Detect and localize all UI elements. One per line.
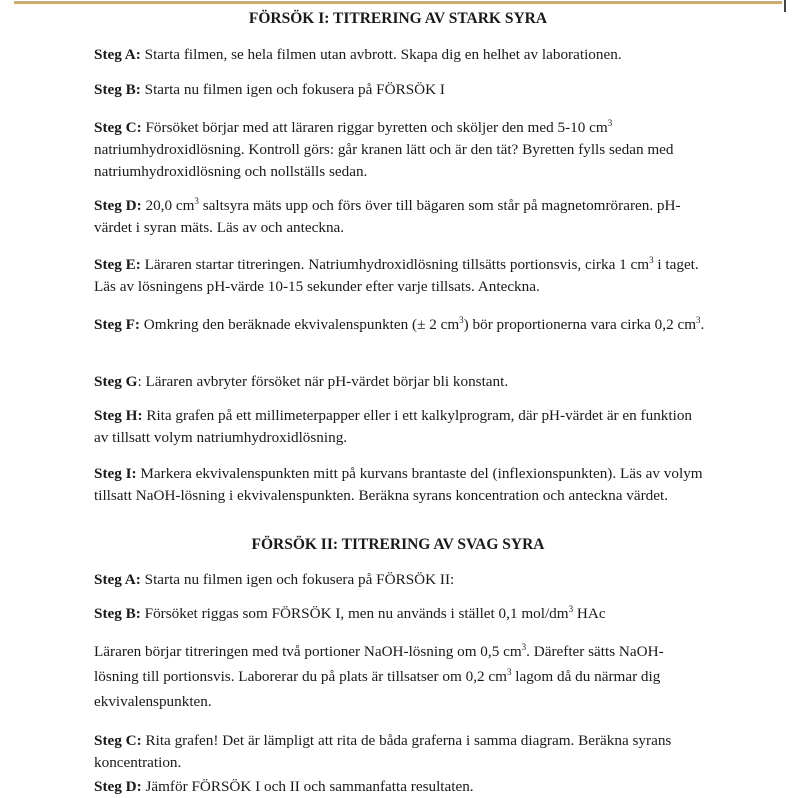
section-title-1: FÖRSÖK I: TITRERING AV STARK SYRA bbox=[248, 10, 548, 27]
step-label: Steg G bbox=[94, 373, 138, 390]
step-label: Steg C: bbox=[94, 732, 142, 749]
note-text: lagom då du närmar dig ekvivalenspunkten. bbox=[94, 668, 661, 710]
step-label: Steg A: bbox=[94, 571, 141, 588]
step-1a bbox=[94, 44, 706, 66]
step-label: Steg C: bbox=[94, 119, 142, 136]
step-text: Försöket börjar med att läraren riggar byretten och sköljer den med 5-10 cm bbox=[141, 119, 608, 136]
superscript: 3 bbox=[607, 118, 613, 128]
step-1c bbox=[94, 117, 706, 183]
step-text: HAc bbox=[573, 605, 606, 622]
step-2b bbox=[94, 603, 706, 625]
step-text: Markera ekvivalenspunkten mitt på kurvans brantaste del (inflexionspunkten). Läs av volym tillsatt NaOH-lösning i ekvivalenspunkten. Beräkna syrans koncentration och anteckna värdet. bbox=[94, 465, 703, 504]
step-text: natriumhydroxidlösning. Kontroll görs: går kranen lätt och är den tät? Byretten fylls sedan med natriumhydroxidlösning och nollställs sedan. bbox=[94, 141, 674, 180]
step-text: ) bör proportionerna vara cirka 0,2 cm bbox=[463, 316, 697, 333]
step-1g bbox=[94, 371, 706, 393]
step-text: i taget. Läs av lösningens pH-värde 10-15 sekunder efter varje tillsats. Anteckna. bbox=[94, 256, 699, 295]
step-text: 20,0 cm bbox=[141, 197, 195, 214]
step-label: Steg D: bbox=[94, 197, 142, 214]
superscript: 3 bbox=[696, 315, 701, 325]
step-label: Steg F: bbox=[94, 316, 140, 333]
step-text: Läraren startar titreringen. Natriumhydroxidlösning tillsätts portionsvis, cirka 1 cm bbox=[140, 256, 650, 273]
superscript: 3 bbox=[506, 667, 512, 677]
step-text: Rita grafen! Det är lämpligt att rita de båda graferna i samma diagram. Beräkna syrans koncentration. bbox=[94, 732, 672, 771]
step-text: Starta filmen, se hela filmen utan avbrott. Skapa dig en helhet av laborationen. bbox=[140, 46, 622, 63]
step-1h bbox=[94, 405, 706, 449]
section-title-2: FÖRSÖK II: TITRERING AV SVAG SYRA bbox=[251, 536, 545, 553]
step-label: Steg B: bbox=[94, 605, 141, 622]
note-text: Läraren börjar titreringen med två portioner NaOH-lösning om 0,5 cm bbox=[94, 643, 522, 660]
step-label: Steg A: bbox=[94, 46, 141, 63]
step-1e bbox=[94, 254, 706, 298]
superscript: 3 bbox=[521, 642, 527, 652]
step-1b bbox=[94, 79, 706, 101]
step-1i bbox=[94, 463, 706, 507]
step-2a bbox=[94, 569, 706, 591]
step-1f bbox=[94, 314, 706, 336]
step-2d bbox=[94, 776, 706, 798]
header-rule bbox=[14, 1, 782, 4]
step-text: : Läraren avbryter försöket när pH-värdet börjar bli konstant. bbox=[137, 373, 509, 390]
step-label: Steg B: bbox=[94, 81, 141, 98]
note-text: . Därefter sätts NaOH-lösning till portionsvis. Laborerar du på plats är tillsatser om 0,2 cm bbox=[94, 643, 664, 685]
step-text: saltsyra mäts upp och förs över till bägaren som står på magnetomröraren. pH-värdet i syran mäts. Läs av och anteckna. bbox=[94, 197, 681, 236]
superscript: 3 bbox=[649, 255, 654, 265]
step-label: Steg E: bbox=[94, 256, 141, 273]
superscript: 3 bbox=[459, 315, 464, 325]
step-text: . bbox=[700, 316, 705, 333]
superscript: 3 bbox=[568, 604, 574, 614]
step-2c bbox=[94, 730, 706, 774]
step-text: Omkring den beräknade ekvivalenspunkten (± 2 cm bbox=[139, 316, 460, 333]
step-text: Försöket riggas som FÖRSÖK I, men nu används i stället 0,1 mol/dm bbox=[140, 605, 569, 622]
step-text: Starta nu filmen igen och fokusera på FÖRSÖK I bbox=[140, 81, 445, 98]
note-paragraph bbox=[94, 639, 706, 714]
superscript: 3 bbox=[194, 196, 199, 206]
step-label: Steg D: bbox=[94, 778, 142, 795]
step-text: Starta nu filmen igen och fokusera på FÖRSÖK II: bbox=[140, 571, 455, 588]
step-text: Rita grafen på ett millimeterpapper eller i ett kalkylprogram, där pH-värdet är en funktion av tillsatt volym natriumhydroxidlösning. bbox=[94, 407, 693, 446]
step-label: Steg H: bbox=[94, 407, 143, 424]
step-text: Jämför FÖRSÖK I och II och sammanfatta resultaten. bbox=[141, 778, 474, 795]
step-label: Steg I: bbox=[94, 465, 137, 482]
step-1d bbox=[94, 195, 706, 239]
